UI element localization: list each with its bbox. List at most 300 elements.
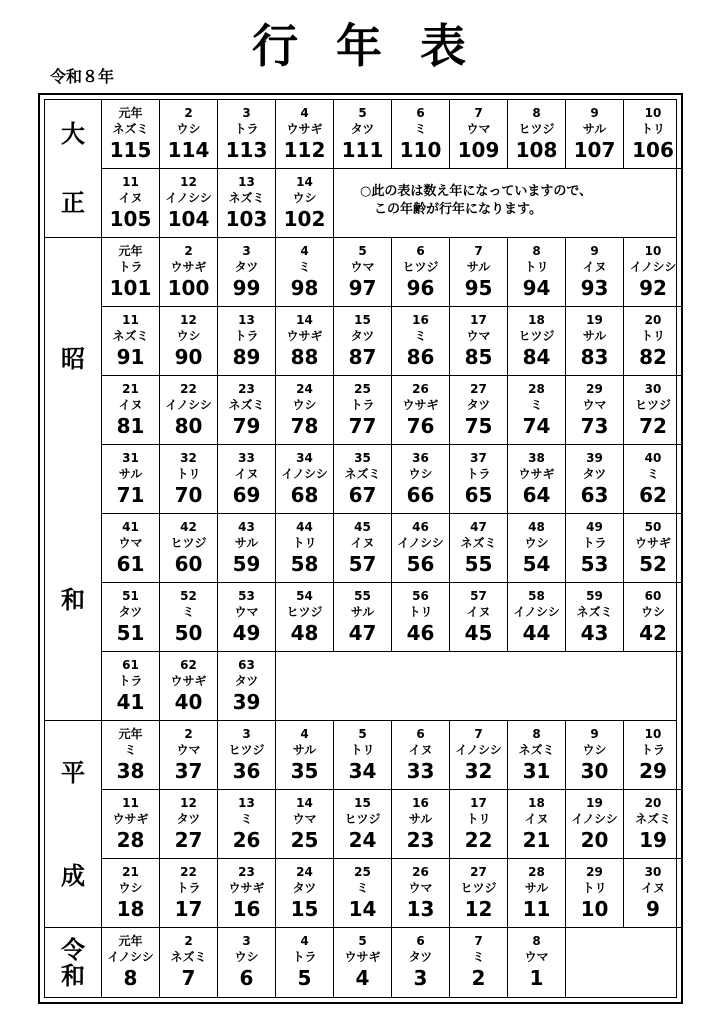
age-value: 99 [232,276,261,300]
zodiac-sign: タツ [350,122,375,136]
table-cell [624,721,682,790]
zodiac-sign: ウサギ [634,536,671,550]
age-value: 39 [232,690,261,714]
era-year: 43 [238,520,255,534]
age-value: 49 [232,621,261,645]
age-value: 57 [348,552,377,576]
age-value: 93 [580,276,609,300]
era-year: 49 [586,520,603,534]
era-year: 41 [122,520,139,534]
table-cell [102,100,160,169]
zodiac-sign: ネズミ [460,536,497,550]
age-value: 48 [290,621,319,645]
table-cell [160,514,218,583]
table-cell [624,583,682,652]
empty-area [566,928,676,997]
zodiac-sign: サル [466,260,491,274]
era-year: 9 [590,727,599,741]
era-year: 24 [296,382,313,396]
table-cell [276,376,334,445]
era-year: 33 [238,451,255,465]
era-year: 54 [296,589,313,603]
age-value: 42 [639,621,667,645]
zodiac-sign: イヌ [234,467,259,481]
era-year: 19 [586,313,603,327]
table-cell [508,790,566,859]
table-cell [102,514,160,583]
era-year: 8 [532,106,541,120]
table-cell [102,445,160,514]
zodiac-sign: ウシ [524,536,549,550]
zodiac-sign: トリ [466,812,491,826]
era-year: 9 [590,244,599,258]
age-value: 9 [646,897,660,921]
era-year: 19 [586,796,603,810]
age-value: 113 [225,138,268,162]
table-cell [392,514,450,583]
zodiac-sign: ウシ [408,467,433,481]
age-value: 103 [225,207,268,231]
age-value: 67 [348,483,377,507]
zodiac-sign: ウシ [292,398,317,412]
era-year: 6 [416,727,425,741]
age-value: 32 [464,759,493,783]
era-year: 26 [412,865,429,879]
age-value: 26 [232,828,261,852]
table-cell [450,238,508,307]
table-cell [508,307,566,376]
table-cell [102,652,160,721]
zodiac-sign: イヌ [640,881,665,895]
table-cell [334,790,392,859]
age-value: 43 [580,621,609,645]
age-value: 11 [522,897,551,921]
zodiac-sign: ウサギ [228,881,265,895]
table-cell [102,169,160,238]
era-year: 51 [122,589,139,603]
era-year: 31 [122,451,139,465]
table-cell [160,238,218,307]
era-year: 55 [354,589,371,603]
era-year: 元年 [118,106,143,120]
age-value: 30 [580,759,609,783]
era-char: 大 [61,120,85,149]
table-cell [160,859,218,928]
table-cell [276,100,334,169]
table-cell [566,376,624,445]
era-year: 61 [122,658,139,672]
era-year: 14 [296,796,313,810]
era-year: 63 [238,658,255,672]
table-cell [218,652,276,721]
era-year: 21 [122,865,139,879]
era-year: 34 [296,451,313,465]
age-value: 79 [232,414,261,438]
zodiac-sign: ウマ [466,122,491,136]
era-year: 14 [296,313,313,327]
era-year: 27 [470,382,487,396]
table-cell [508,859,566,928]
zodiac-sign: ヒツジ [286,605,323,619]
table-cell [624,445,682,514]
era-year: 3 [242,727,251,741]
era-year: 28 [528,865,545,879]
zodiac-sign: トラ [640,743,665,757]
era-year: 4 [300,934,309,948]
era-year: 20 [644,313,662,327]
zodiac-sign: ミ [124,743,137,757]
era-year: 57 [470,589,487,603]
table-cell [276,514,334,583]
table-cell [102,790,160,859]
age-value: 89 [232,345,261,369]
era-year: 11 [122,796,139,810]
table-cell [508,583,566,652]
age-value: 35 [290,759,319,783]
era-char: 正 [61,188,85,217]
zodiac-sign: ウサギ [344,950,381,964]
age-value: 15 [290,897,319,921]
table-cell [450,790,508,859]
zodiac-sign: イヌ [466,605,491,619]
zodiac-sign: ウシ [582,743,607,757]
zodiac-sign: ウマ [524,950,549,964]
table-cell [160,445,218,514]
zodiac-sign: トリ [292,536,317,550]
zodiac-sign: タツ [350,329,375,343]
era-year: 60 [644,589,662,603]
zodiac-sign: イノシシ [107,950,154,964]
table-cell [566,100,624,169]
zodiac-sign: サル [408,812,433,826]
table-cell [218,238,276,307]
era-year: 6 [416,934,425,948]
age-value: 44 [522,621,551,645]
age-value: 19 [639,828,667,852]
age-value: 109 [457,138,500,162]
zodiac-sign: ヒツジ [402,260,439,274]
zodiac-sign: タツ [176,812,201,826]
table-cell [566,583,624,652]
zodiac-sign: ミ [298,260,311,274]
table-cell [218,583,276,652]
zodiac-sign: サル [118,467,143,481]
era-year: 24 [296,865,313,879]
zodiac-sign: イノシシ [281,467,328,481]
age-value: 97 [348,276,377,300]
age-value: 52 [639,552,667,576]
age-value: 70 [174,483,203,507]
zodiac-sign: タツ [234,260,259,274]
era-year: 15 [354,313,371,327]
era-year: 7 [474,934,483,948]
zodiac-sign: イヌ [118,398,143,412]
age-value: 4 [355,966,370,990]
zodiac-sign: ネズミ [228,191,265,205]
age-value: 46 [406,621,435,645]
era-year: 20 [644,796,662,810]
era-year: 10 [644,727,662,741]
age-value: 88 [290,345,319,369]
era-year: 44 [296,520,313,534]
zodiac-sign: サル [350,605,375,619]
table-cell [508,238,566,307]
era-year: 47 [470,520,487,534]
zodiac-sign: ミ [414,122,427,136]
zodiac-sign: トラ [234,122,259,136]
era-year: 17 [470,796,487,810]
table-cell [624,100,682,169]
era-year: 11 [122,313,139,327]
zodiac-sign: タツ [582,467,607,481]
zodiac-sign: ウサギ [402,398,439,412]
zodiac-sign: ミ [472,950,485,964]
era-year: 21 [122,382,139,396]
era-year: 7 [474,106,483,120]
age-value: 105 [109,207,152,231]
age-value: 29 [639,759,667,783]
table-cell [160,583,218,652]
era-year: 36 [412,451,429,465]
table-cell [102,859,160,928]
table-cell [334,238,392,307]
page-title: 行年表 [252,19,504,73]
age-value: 73 [580,414,609,438]
table-note [360,183,592,219]
note-line: ○此の表は数え年になっていますので、 [360,184,593,199]
zodiac-sign: トリ [524,260,549,274]
age-value: 98 [290,276,319,300]
zodiac-sign: イノシシ [571,812,618,826]
age-value: 36 [232,759,261,783]
zodiac-sign: ウシ [234,950,259,964]
zodiac-sign: トリ [640,329,665,343]
zodiac-sign: ネズミ [576,605,613,619]
age-value: 24 [348,828,377,852]
zodiac-sign: サル [582,329,607,343]
era-label-reiwa [45,928,102,997]
age-value: 22 [464,828,493,852]
table-cell [450,859,508,928]
era-year: 13 [238,796,255,810]
table-cell [450,445,508,514]
era-year: 25 [354,865,371,879]
era-year: 8 [532,727,541,741]
zodiac-sign: トリ [350,743,375,757]
zodiac-sign: サル [524,881,549,895]
table-cell [566,514,624,583]
era-year: 5 [358,106,367,120]
era-year: 17 [470,313,487,327]
table-cell [102,376,160,445]
table-cell [160,307,218,376]
table-cell [334,376,392,445]
zodiac-sign: イノシシ [513,605,560,619]
age-value: 55 [464,552,493,576]
zodiac-sign: トラ [118,674,143,688]
table-cell [102,583,160,652]
era-year: 58 [528,589,545,603]
age-value: 78 [290,414,319,438]
age-value: 47 [348,621,377,645]
era-year: 3 [242,934,251,948]
era-year: 2 [184,244,193,258]
era-year: 52 [180,589,197,603]
age-value: 82 [639,345,667,369]
era-year: 18 [528,313,545,327]
table-cell [160,376,218,445]
era-year: 12 [180,796,197,810]
age-value: 13 [406,897,435,921]
era-year: 2 [184,934,193,948]
age-value: 40 [174,690,203,714]
table-cell [334,514,392,583]
age-value: 104 [167,207,210,231]
zodiac-sign: ウシ [176,122,201,136]
era-year: 5 [358,934,367,948]
table-cell [508,445,566,514]
table-cell [334,307,392,376]
table-cell [624,238,682,307]
zodiac-sign: タツ [234,674,259,688]
era-year: 12 [180,313,197,327]
era-year: 11 [122,175,139,189]
zodiac-sign: ヒツジ [170,536,207,550]
age-value: 69 [232,483,261,507]
table-cell [450,928,508,997]
age-value: 17 [174,897,203,921]
table-cell [624,376,682,445]
zodiac-sign: イヌ [118,191,143,205]
era-year: 13 [238,175,255,189]
age-value: 85 [464,345,493,369]
era-year: 26 [412,382,429,396]
table-cell [102,238,160,307]
table-cell [218,307,276,376]
zodiac-sign: ネズミ [112,329,149,343]
era-year: 4 [300,244,309,258]
era-label-taisho [45,100,102,238]
age-value: 41 [116,690,145,714]
age-value: 54 [522,552,551,576]
zodiac-sign: トリ [408,605,433,619]
zodiac-sign: トリ [640,122,665,136]
zodiac-sign: ウサギ [170,260,207,274]
age-value: 51 [116,621,145,645]
note-line: この年齢が行年になります。 [374,202,542,217]
era-year: 32 [180,451,197,465]
zodiac-sign: ミ [182,605,195,619]
age-value: 58 [290,552,319,576]
era-year: 53 [238,589,255,603]
era-year: 22 [180,382,197,396]
table-cell [160,652,218,721]
era-year: 6 [416,244,425,258]
era-year: 10 [644,106,662,120]
era-year: 30 [644,382,662,396]
zodiac-sign: ウサギ [518,467,555,481]
zodiac-sign: トラ [118,260,143,274]
era-year: 元年 [118,934,143,948]
age-value: 94 [522,276,551,300]
table-cell [450,721,508,790]
zodiac-sign: イノシシ [165,191,212,205]
zodiac-sign: ウサギ [112,812,149,826]
current-year-label: 令和８年 [50,67,115,86]
table-cell [392,790,450,859]
era-year: 27 [470,865,487,879]
table-cell [566,307,624,376]
age-value: 90 [174,345,203,369]
table-cell [450,376,508,445]
empty-area [276,652,676,721]
zodiac-sign: ミ [646,467,659,481]
zodiac-sign: ウサギ [170,674,207,688]
era-year: 16 [412,313,429,327]
era-year: 25 [354,382,371,396]
table-cell [160,169,218,238]
zodiac-sign: ウサギ [286,329,323,343]
zodiac-sign: ウマ [292,812,317,826]
era-year: 4 [300,106,309,120]
era-year: 38 [528,451,545,465]
zodiac-sign: ウマ [582,398,607,412]
age-value: 106 [632,138,674,162]
zodiac-sign: ウシ [176,329,201,343]
zodiac-sign: ヒツジ [228,743,265,757]
table-cell [392,928,450,997]
table-cell [392,100,450,169]
age-value: 86 [406,345,435,369]
table-cell [218,445,276,514]
zodiac-sign: ウシ [292,191,317,205]
zodiac-sign: イノシシ [455,743,502,757]
zodiac-sign: イヌ [408,743,433,757]
zodiac-sign: ミ [414,329,427,343]
table-cell [276,445,334,514]
age-value: 31 [522,759,551,783]
zodiac-sign: ミ [240,812,253,826]
age-value: 62 [639,483,667,507]
zodiac-sign: トラ [350,398,375,412]
era-year: 7 [474,244,483,258]
era-char: 和 [61,961,85,990]
age-value: 45 [464,621,493,645]
age-value: 34 [348,759,377,783]
era-char: 和 [61,585,85,614]
zodiac-sign: タツ [292,881,317,895]
table-cell [566,721,624,790]
zodiac-sign: ネズミ [112,122,149,136]
table-cell [334,928,392,997]
age-value: 111 [341,138,384,162]
zodiac-sign: サル [234,536,259,550]
zodiac-sign: イノシシ [629,260,677,274]
table-cell [218,721,276,790]
table-cell [392,445,450,514]
table-cell [508,928,566,997]
age-value: 59 [232,552,261,576]
age-value: 33 [406,759,435,783]
table-cell [624,514,682,583]
table-cell [334,859,392,928]
era-year: 16 [412,796,429,810]
table-cell [450,583,508,652]
zodiac-sign: ミ [356,881,369,895]
zodiac-sign: イノシシ [165,398,212,412]
age-value: 27 [174,828,203,852]
age-table [44,99,677,998]
